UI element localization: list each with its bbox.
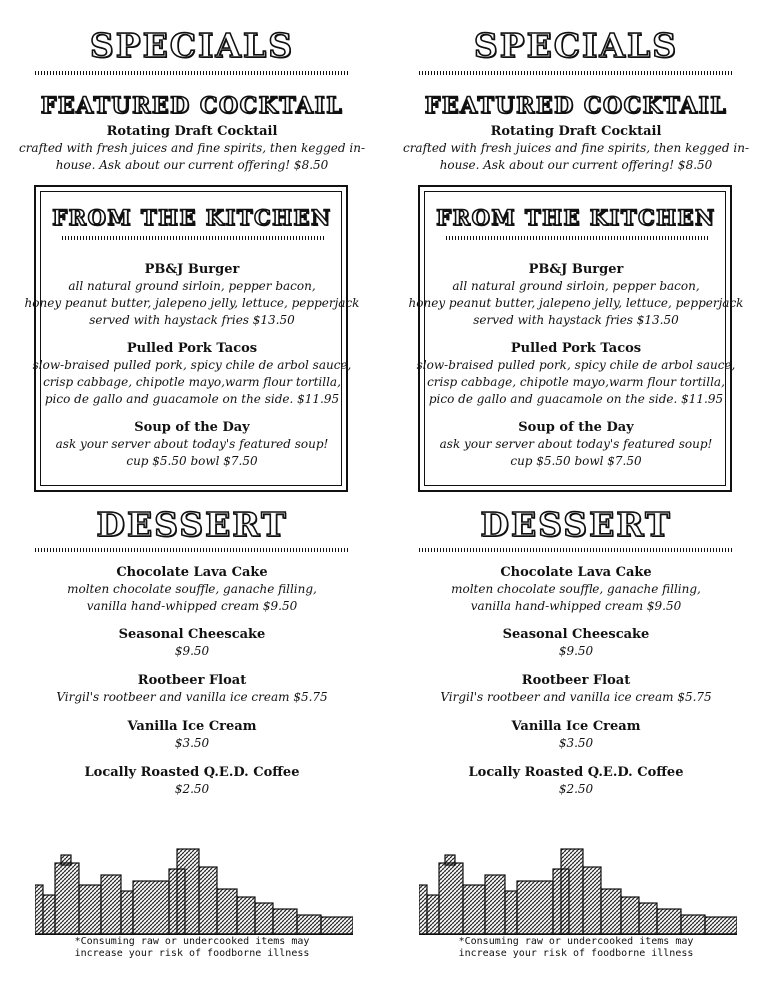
item-desc: $3.50 (558, 736, 594, 750)
divider (419, 548, 733, 552)
item-name: Pulled Pork Tacos (510, 341, 642, 356)
menu-item (384, 564, 768, 615)
item-desc: crisp cabbage, chipotle mayo,warm flour tortilla, (43, 375, 341, 389)
featured-cocktail-heading: FEATURED COCKTAIL (40, 93, 344, 119)
disclaimer-line: *Consuming raw or undercooked items may (74, 936, 310, 947)
item-desc: ask your server about today's featured soup! (439, 437, 713, 451)
menu-column-right (384, 0, 768, 994)
item-desc: served with haystack fries $13.50 (473, 313, 679, 327)
menu-item (0, 564, 384, 615)
featured-cocktail-heading: FEATURED COCKTAIL (424, 93, 728, 119)
item-name: PB&J Burger (144, 262, 240, 277)
from-the-kitchen-heading: FROM THE KITCHEN (52, 205, 332, 230)
divider (446, 236, 708, 240)
item-desc: pico de gallo and guacamole on the side. $11.95 (44, 392, 340, 406)
item-desc: slow-braised pulled pork, spicy chile de arbol sauce, (416, 358, 736, 372)
disclaimer-line: increase your risk of foodborne illness (74, 948, 310, 959)
menu-item (0, 764, 384, 798)
item-name: Rootbeer Float (137, 673, 247, 688)
item-name: Rotating Draft Cocktail (490, 124, 662, 139)
divider (62, 236, 324, 240)
item-desc: cup $5.50 bowl $7.50 (126, 454, 258, 468)
food-safety-disclaimer (0, 936, 384, 960)
specials-title: SPECIALS (473, 26, 679, 65)
item-desc: $9.50 (174, 644, 210, 658)
item-desc: cup $5.50 bowl $7.50 (510, 454, 642, 468)
menu-item (0, 340, 384, 408)
item-desc: house. Ask about our current offering! $8.50 (55, 158, 329, 172)
item-desc: honey peanut butter, jalepeno jelly, lettuce, pepperjack (408, 296, 744, 310)
item-desc: all natural ground sirloin, pepper bacon, (68, 279, 316, 293)
item-name: Pulled Pork Tacos (126, 341, 258, 356)
city-skyline-illustration (35, 845, 353, 935)
item-name: Rootbeer Float (521, 673, 631, 688)
from-the-kitchen-heading: FROM THE KITCHEN (436, 205, 716, 230)
menu-item (384, 672, 768, 706)
menu-item (0, 419, 384, 470)
item-desc: vanilla hand-whipped cream $9.50 (86, 599, 298, 613)
item-desc: crafted with fresh juices and fine spirits, then kegged in- (402, 141, 750, 155)
item-name: Rotating Draft Cocktail (106, 124, 278, 139)
menu-item (0, 626, 384, 660)
item-desc: crisp cabbage, chipotle mayo,warm flour tortilla, (427, 375, 725, 389)
item-name: Locally Roasted Q.E.D. Coffee (468, 765, 684, 780)
item-name: Soup of the Day (134, 420, 250, 435)
item-desc: $2.50 (558, 782, 594, 796)
disclaimer-line: increase your risk of foodborne illness (458, 948, 694, 959)
menu-item (384, 419, 768, 470)
dessert-title: DESSERT (96, 505, 288, 544)
item-name: Soup of the Day (518, 420, 634, 435)
menu-item (384, 626, 768, 660)
item-desc: Virgil's rootbeer and vanilla ice cream $5.75 (440, 690, 712, 704)
dessert-title: DESSERT (480, 505, 672, 544)
item-desc: slow-braised pulled pork, spicy chile de arbol sauce, (32, 358, 352, 372)
menu-item (384, 340, 768, 408)
item-desc: molten chocolate souffle, ganache filling, (67, 582, 317, 596)
menu-item (0, 261, 384, 329)
city-skyline-illustration (419, 845, 737, 935)
menu-item (384, 261, 768, 329)
item-desc: vanilla hand-whipped cream $9.50 (470, 599, 682, 613)
item-desc: pico de gallo and guacamole on the side. $11.95 (428, 392, 724, 406)
item-desc: Virgil's rootbeer and vanilla ice cream $5.75 (56, 690, 328, 704)
item-name: Seasonal Cheescake (118, 627, 266, 642)
divider (35, 71, 349, 75)
menu-item (0, 718, 384, 752)
item-desc: house. Ask about our current offering! $8.50 (439, 158, 713, 172)
item-name: Seasonal Cheescake (502, 627, 650, 642)
item-name: Vanilla Ice Cream (511, 719, 641, 734)
item-desc: honey peanut butter, jalepeno jelly, lettuce, pepperjack (24, 296, 360, 310)
item-desc: all natural ground sirloin, pepper bacon, (452, 279, 700, 293)
item-desc: crafted with fresh juices and fine spirits, then kegged in- (18, 141, 366, 155)
food-safety-disclaimer (384, 936, 768, 960)
menu-item (384, 764, 768, 798)
item-name: Locally Roasted Q.E.D. Coffee (84, 765, 300, 780)
cocktail-item (384, 123, 768, 174)
item-desc: ask your server about today's featured soup! (55, 437, 329, 451)
specials-title: SPECIALS (89, 26, 295, 65)
item-name: PB&J Burger (528, 262, 624, 277)
item-name: Chocolate Lava Cake (116, 565, 268, 580)
item-name: Chocolate Lava Cake (500, 565, 652, 580)
menu-item (0, 672, 384, 706)
item-desc: served with haystack fries $13.50 (89, 313, 295, 327)
divider (419, 71, 733, 75)
item-desc: $9.50 (558, 644, 594, 658)
disclaimer-line: *Consuming raw or undercooked items may (458, 936, 694, 947)
item-desc: molten chocolate souffle, ganache filling, (451, 582, 701, 596)
item-name: Vanilla Ice Cream (127, 719, 257, 734)
menu-item (384, 718, 768, 752)
item-desc: $2.50 (174, 782, 210, 796)
item-desc: $3.50 (174, 736, 210, 750)
cocktail-item (0, 123, 384, 174)
divider (35, 548, 349, 552)
